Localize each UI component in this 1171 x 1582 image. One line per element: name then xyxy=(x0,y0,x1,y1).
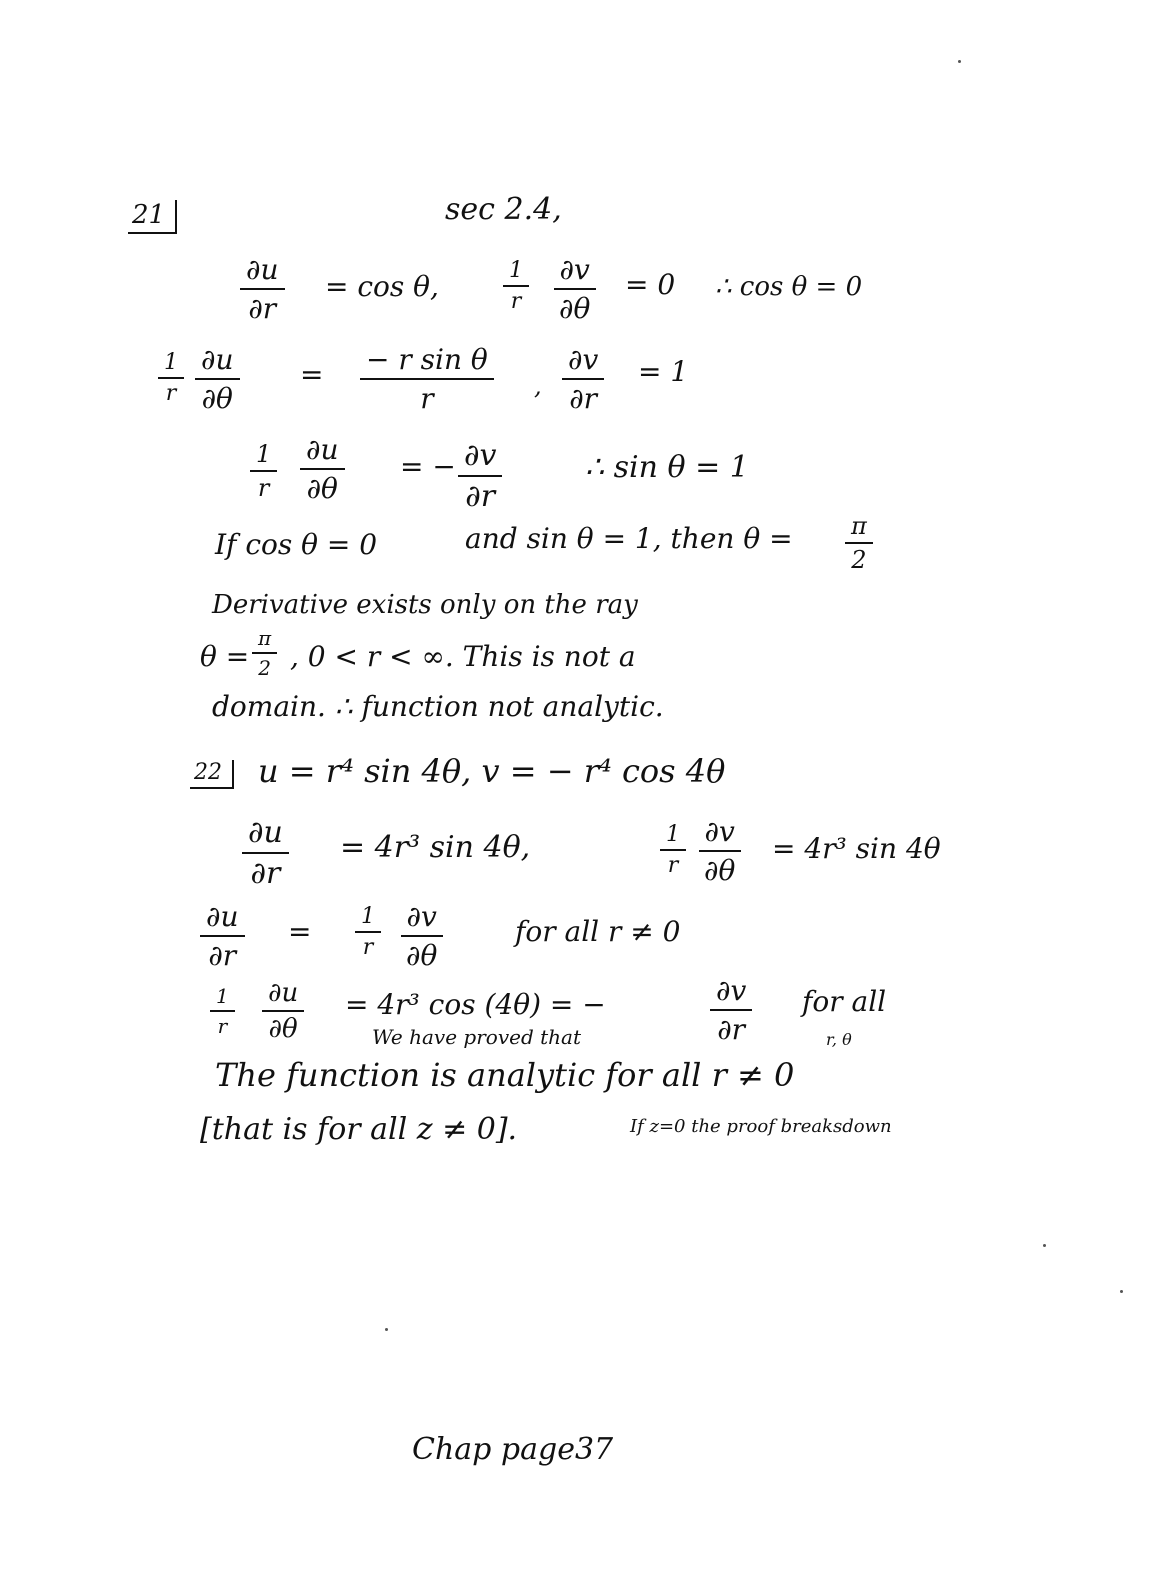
dv-dtheta-fraction: $\frac{\partial v}{\partial\theta}$ xyxy=(698,815,741,887)
pi-over-two: $\frac{\pi}{2}$ xyxy=(845,512,873,574)
problem-22-number: 22 xyxy=(190,760,234,789)
sin-conclusion: ∴ sin θ = 1 xyxy=(585,450,749,485)
section-title: sec 2.4, xyxy=(445,192,562,227)
proved-note: We have proved that xyxy=(372,1025,581,1049)
and-sin-statement: and sin θ = 1, then θ = xyxy=(465,522,793,555)
scan-speck xyxy=(1043,1244,1046,1247)
dv-dtheta-value: = 4r³ sin 4θ xyxy=(772,832,941,865)
one-over-r: $\frac{1}{r}$ xyxy=(355,904,381,960)
derivative-statement: Derivative exists only on the ray xyxy=(212,590,638,620)
dv-dtheta-fraction: $\frac{\partial v}{\partial\theta}$ xyxy=(400,900,443,972)
du-dr-fraction: $\frac{\partial u}{\partial r}$ xyxy=(240,253,285,325)
du-dr-fraction: $\frac{\partial u}{\partial r}$ xyxy=(242,815,289,891)
du-dr-value: = 4r³ sin 4θ, xyxy=(340,830,531,865)
dv-dtheta-fraction: $\frac{\partial v}{\partial\theta}$ xyxy=(553,253,596,325)
not-analytic-statement: domain. ∴ function not analytic. xyxy=(212,690,664,723)
if-cos-statement: If cos θ = 0 xyxy=(215,528,378,561)
du-dtheta-fraction: $\frac{\partial u}{\partial\theta}$ xyxy=(300,433,345,505)
z-condition: [that is for all z ≠ 0]. xyxy=(200,1112,518,1147)
comma: , xyxy=(534,372,542,400)
breakdown-note: If z=0 the proof breaksdown xyxy=(630,1116,892,1137)
scan-speck xyxy=(385,1328,388,1331)
given-functions: u = r⁴ sin 4θ, v = − r⁴ cos 4θ xyxy=(258,752,726,790)
dv-dr-fraction: $\frac{\partial v}{\partial r}$ xyxy=(458,438,502,514)
equals-sign: = xyxy=(300,358,324,391)
minus-r-sin-fraction: $\frac{\text{− r sin θ}}{r}$ xyxy=(360,343,494,415)
for-all-label: for all xyxy=(802,985,887,1018)
scan-speck xyxy=(958,60,961,63)
one-over-r: $\frac{1}{r}$ xyxy=(158,350,184,406)
r-theta-label: r, θ xyxy=(826,1030,852,1049)
problem-21-number: 21 xyxy=(128,200,177,234)
analytic-statement: The function is analytic for all r ≠ 0 xyxy=(215,1056,795,1094)
for-all-r-condition: for all r ≠ 0 xyxy=(515,915,681,948)
dv-dr-fraction: $\frac{\partial v}{\partial r}$ xyxy=(562,343,604,415)
page-footer: Chap page37 xyxy=(412,1432,614,1467)
theta-equals: θ = xyxy=(200,640,250,673)
pi-over-two: $\frac{\pi}{2}$ xyxy=(252,626,277,680)
one-over-r: $\frac{1}{r}$ xyxy=(250,440,277,502)
one-over-r: $\frac{1}{r}$ xyxy=(503,258,529,314)
one-over-r: $\frac{1}{r}$ xyxy=(210,984,235,1038)
du-dr-value: = cos θ, xyxy=(325,270,439,303)
equals-minus: = − xyxy=(400,450,456,483)
equals-sign: = xyxy=(288,915,312,948)
dv-dtheta-value: = 0 xyxy=(625,268,676,301)
du-dr-fraction: $\frac{\partial u}{\partial r}$ xyxy=(200,900,245,972)
du-dtheta-fraction: $\frac{\partial u}{\partial\theta}$ xyxy=(195,343,240,415)
dv-dr-value: = 1 xyxy=(638,355,689,388)
one-over-r: $\frac{1}{r}$ xyxy=(660,822,686,878)
du-dtheta-fraction: $\frac{\partial u}{\partial\theta}$ xyxy=(262,978,304,1044)
cos-conclusion: ∴ cos θ = 0 xyxy=(715,272,863,302)
scan-speck xyxy=(1120,1290,1123,1293)
dv-dr-fraction: $\frac{\partial v}{\partial r}$ xyxy=(710,974,752,1046)
ray-domain-statement: , 0 < r < ∞. This is not a xyxy=(290,640,636,673)
cos-equation: = 4r³ cos (4θ) = − xyxy=(345,988,606,1021)
